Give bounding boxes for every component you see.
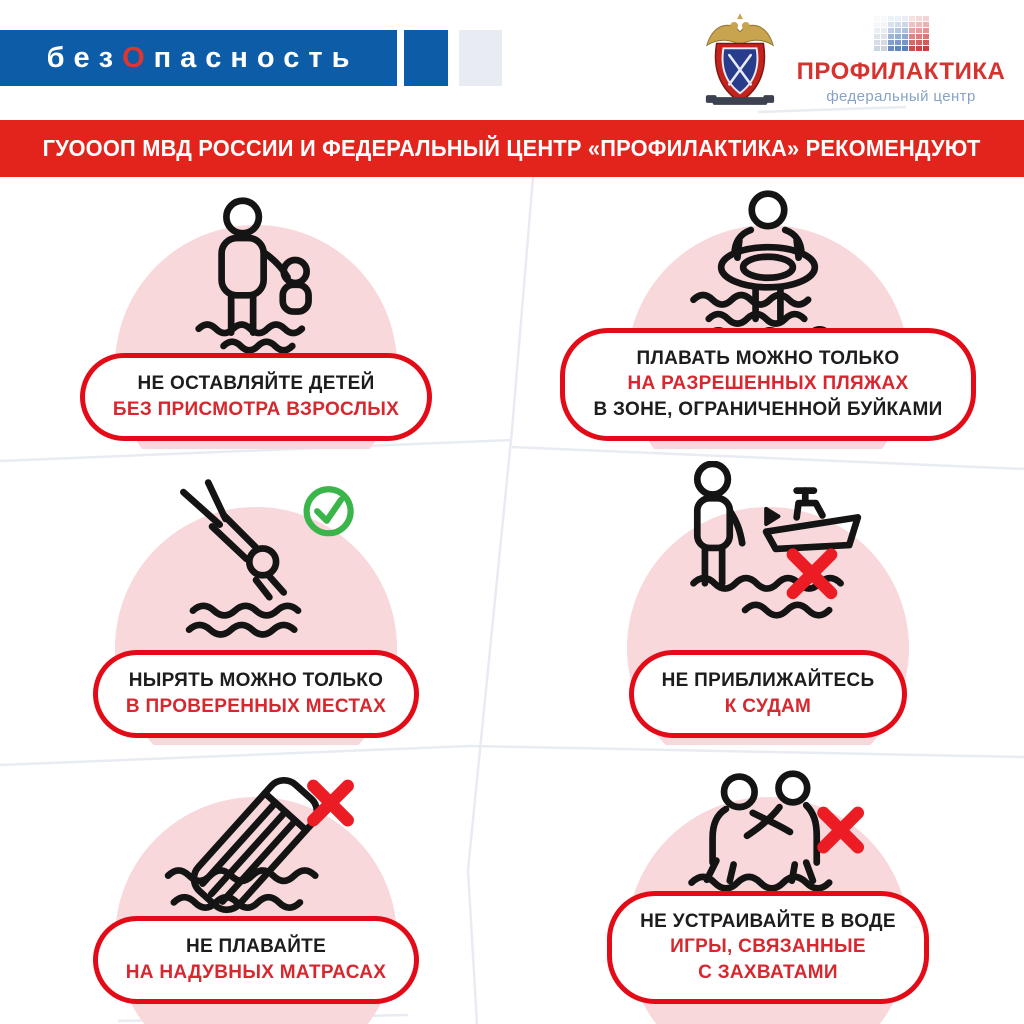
header — [0, 0, 1024, 120]
mosaic-cell — [881, 34, 887, 39]
mosaic-logo-icon — [874, 16, 929, 51]
mosaic-cell — [909, 28, 915, 33]
bezopasnost-logo — [0, 30, 397, 86]
mosaic-cell — [923, 22, 929, 27]
mosaic-cell — [874, 46, 880, 51]
air-mattress-icon — [137, 761, 375, 933]
rule-line: ПЛАВАТЬ МОЖНО ТОЛЬКО — [636, 347, 900, 369]
mosaic-cell — [909, 16, 915, 21]
mosaic-cell — [874, 16, 880, 21]
rule-line: НЫРЯТЬ МОЖНО ТОЛЬКО — [128, 670, 384, 692]
mosaic-cell — [902, 46, 908, 51]
cross-icon — [313, 786, 347, 820]
decor-gray-square — [459, 30, 502, 86]
rule-pill — [93, 916, 420, 1004]
mosaic-cell — [888, 22, 894, 27]
card-no-air-mattress — [0, 745, 512, 1024]
rule-line: НА РАЗРЕШЕННЫХ ПЛЯЖАХ — [627, 373, 909, 395]
diving-allowed-icon — [137, 473, 375, 645]
card-allowed-beaches — [512, 177, 1024, 449]
card-diving-allowed — [0, 449, 512, 745]
mosaic-cell — [888, 46, 894, 51]
mosaic-cell — [888, 40, 894, 45]
rule-line: НЕ ПРИБЛИЖАЙТЕСЬ — [661, 670, 875, 692]
mosaic-cell — [895, 16, 901, 21]
card-children-supervision — [0, 177, 512, 449]
mosaic-cell — [874, 28, 880, 33]
mosaic-cell — [895, 40, 901, 45]
rule-line: С ЗАХВАТАМИ — [698, 961, 838, 983]
card-keep-away-from-boats — [512, 449, 1024, 745]
mosaic-cell — [895, 28, 901, 33]
mosaic-cell — [881, 22, 887, 27]
mosaic-cell — [916, 46, 922, 51]
mosaic-cell — [874, 22, 880, 27]
mosaic-cell — [902, 22, 908, 27]
rule-pill — [629, 650, 908, 738]
rule-pill — [80, 353, 432, 441]
mosaic-cell — [881, 16, 887, 21]
mosaic-cell — [909, 34, 915, 39]
mosaic-cell — [902, 16, 908, 21]
boat-keep-away-icon — [649, 461, 887, 633]
mosaic-cell — [916, 28, 922, 33]
rule-line: НЕ ОСТАВЛЯЙТЕ ДЕТЕЙ — [137, 373, 375, 395]
brand-part2: пасность — [153, 41, 359, 74]
mosaic-cell — [909, 22, 915, 27]
mosaic-cell — [881, 28, 887, 33]
mosaic-cell — [916, 40, 922, 45]
mosaic-cell — [916, 22, 922, 27]
mosaic-cell — [888, 34, 894, 39]
check-icon — [307, 489, 351, 533]
rule-line: БЕЗ ПРИСМОТРА ВЗРОСЛЫХ — [112, 398, 400, 420]
profilaktika-title: ПРОФИЛАКТИКА — [796, 58, 1006, 85]
rules-grid — [0, 177, 1024, 1024]
mvd-emblem-icon — [701, 12, 779, 110]
rule-line: В ПРОВЕРЕННЫХ МЕСТАХ — [125, 695, 387, 717]
cross-icon — [823, 813, 857, 847]
mosaic-cell — [888, 28, 894, 33]
rule-line: В ЗОНЕ, ОГРАНИЧЕННОЙ БУЙКАМИ — [593, 398, 943, 420]
mosaic-cell — [902, 34, 908, 39]
mosaic-cell — [923, 34, 929, 39]
mosaic-cell — [923, 28, 929, 33]
mosaic-cell — [888, 16, 894, 21]
mosaic-cell — [923, 16, 929, 21]
banner-text: ГУОООП МВД РОССИИ И ФЕДЕРАЛЬНЫЙ ЦЕНТР «ПРОФИЛАКТИКА» РЕКОМЕНДУЮТ — [43, 135, 981, 161]
mosaic-cell — [874, 40, 880, 45]
mosaic-cell — [923, 46, 929, 51]
mosaic-cell — [909, 40, 915, 45]
brand-part1: без — [46, 41, 123, 74]
mosaic-cell — [916, 16, 922, 21]
mosaic-cell — [902, 28, 908, 33]
mosaic-cell — [909, 46, 915, 51]
decor-blue-square — [404, 30, 448, 86]
mosaic-cell — [881, 46, 887, 51]
mosaic-cell — [923, 40, 929, 45]
mosaic-cell — [902, 40, 908, 45]
card-no-grabbing-games — [512, 745, 1024, 1024]
rule-line: НЕ ПЛАВАЙТЕ — [185, 936, 327, 958]
mosaic-cell — [895, 22, 901, 27]
rule-pill — [607, 891, 929, 1004]
mosaic-cell — [895, 46, 901, 51]
brand-accent-letter: О — [122, 41, 154, 74]
mosaic-cell — [895, 34, 901, 39]
rule-line: НА НАДУВНЫХ МАТРАСАХ — [125, 961, 387, 983]
children-supervision-icon — [137, 195, 375, 367]
mosaic-cell — [881, 40, 887, 45]
rule-pill — [93, 650, 419, 738]
rule-pill — [560, 328, 975, 441]
profilaktika-subtitle: федеральный центр — [826, 88, 976, 105]
profilaktika-logo — [792, 16, 1010, 105]
rule-line: К СУДАМ — [724, 695, 812, 717]
rule-line: ИГРЫ, СВЯЗАННЫЕ — [670, 936, 866, 958]
mosaic-cell — [874, 34, 880, 39]
rule-line: НЕ УСТРАИВАЙТЕ В ВОДЕ — [640, 910, 896, 932]
mosaic-cell — [916, 34, 922, 39]
